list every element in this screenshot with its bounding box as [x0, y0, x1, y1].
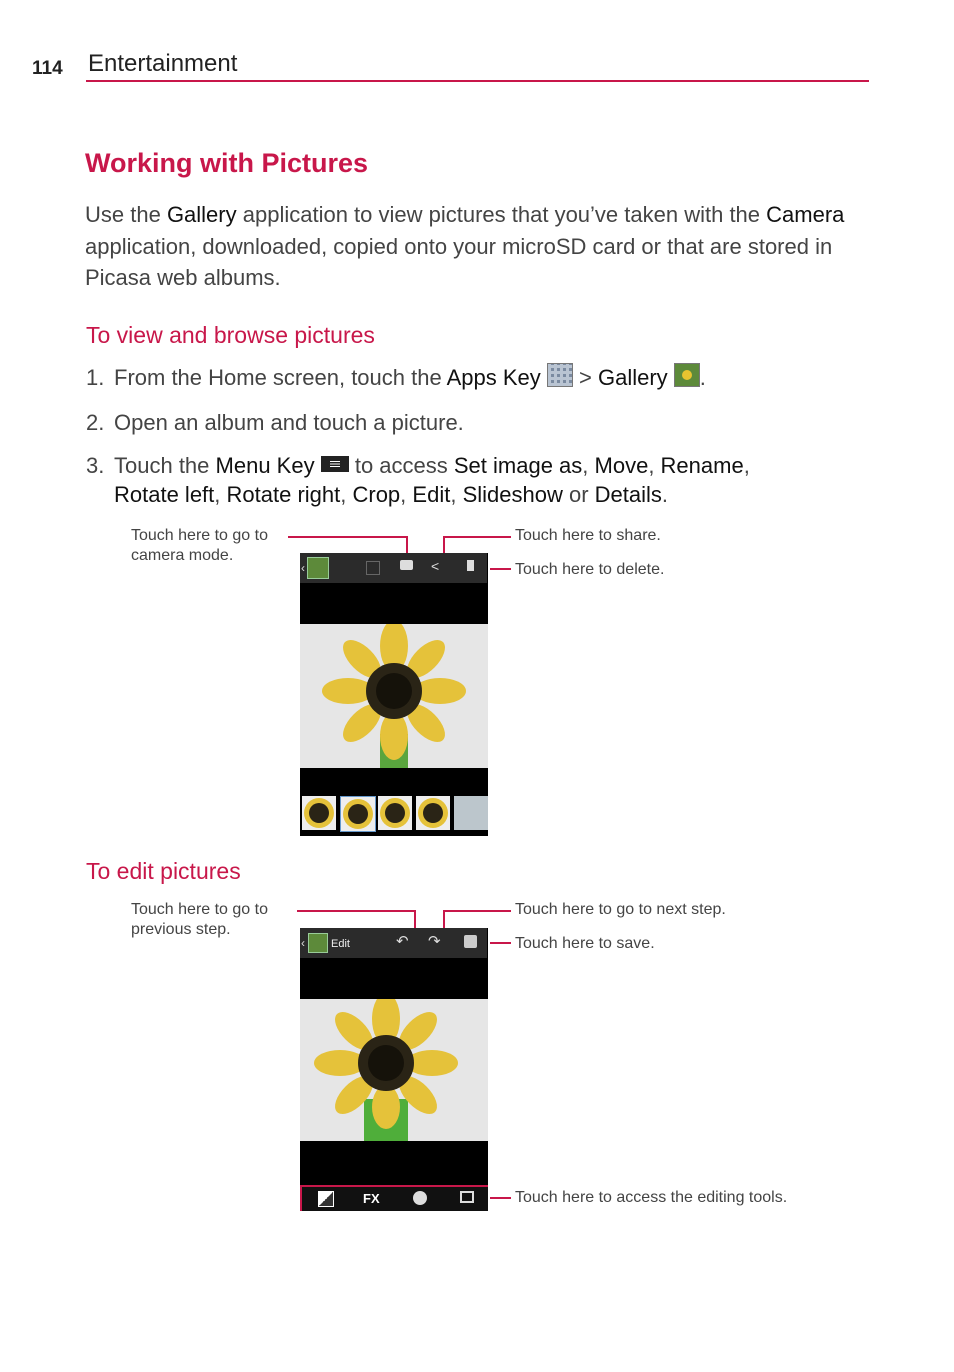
step-3: 3. Touch the Menu Key to access Set image as, Move, Rename, Rotate left, Rotate right, Crop, Edit, Slideshow or Details. — [86, 453, 750, 507]
undo-icon[interactable]: ↶ — [396, 933, 409, 950]
thumbnail[interactable] — [340, 796, 376, 832]
thumbnail-strip — [300, 796, 488, 832]
page-title: Working with Pictures — [85, 148, 369, 178]
thumbnail[interactable] — [416, 796, 450, 830]
edit-screenshot — [300, 928, 488, 1211]
apps-key-icon — [547, 363, 573, 387]
gallery-app-icon — [308, 933, 328, 953]
gallery-term: Gallery — [166, 202, 237, 227]
thumbnail[interactable] — [454, 796, 488, 830]
gallery-app-icon[interactable] — [307, 557, 329, 579]
editing-tools-bar — [300, 1185, 488, 1211]
callout-save: Touch here to save. — [515, 935, 655, 952]
fx-tool-button[interactable]: FX — [363, 1191, 380, 1206]
crop-tool-icon[interactable] — [460, 1191, 474, 1203]
gallery-screenshot — [300, 553, 488, 836]
callout-share: Touch here to share. — [515, 527, 661, 544]
edit-toolbar — [300, 928, 487, 958]
browse-heading: To view and browse pictures — [86, 322, 375, 348]
save-icon[interactable] — [464, 935, 477, 948]
back-chevron-icon[interactable]: ‹ — [301, 936, 305, 950]
step-1: 1. From the Home screen, touch the Apps Key > Gallery . — [86, 365, 706, 390]
gallery-icon — [674, 363, 700, 387]
color-tool-icon[interactable] — [413, 1191, 427, 1205]
callout-editing-tools: Touch here to access the editing tools. — [515, 1189, 788, 1206]
gallery-toolbar — [300, 553, 487, 583]
redo-icon[interactable]: ↷ — [428, 933, 441, 950]
edit-label: Edit — [331, 938, 350, 950]
camera-term: Camera — [766, 202, 845, 227]
camera-icon[interactable] — [400, 560, 413, 570]
share-icon[interactable]: < — [431, 558, 440, 574]
menu-key-icon — [321, 456, 349, 472]
intro-paragraph: Use the Gallery application to view pictures that you’ve taken with the Camera application, downloaded, copied onto your microSD card or that are stored in Picasa web albums. — [85, 202, 845, 290]
callout-previous-step: Touch here to go to previous step. — [131, 901, 268, 938]
sunflower-photo — [300, 624, 488, 768]
brightness-tool-icon[interactable] — [318, 1191, 334, 1207]
back-chevron-icon[interactable]: ‹ — [301, 561, 305, 575]
delete-icon[interactable] — [467, 560, 474, 571]
thumbnail[interactable] — [378, 796, 412, 830]
edit-heading: To edit pictures — [86, 858, 241, 884]
callout-delete: Touch here to delete. — [515, 561, 665, 578]
slideshow-icon[interactable] — [366, 561, 380, 575]
step-2: 2. Open an album and touch a picture. — [86, 410, 464, 435]
callout-camera-mode: Touch here to go to camera mode. — [131, 527, 268, 564]
callout-next-step: Touch here to go to next step. — [515, 901, 726, 918]
section-title: Entertainment — [88, 50, 238, 77]
thumbnail[interactable] — [302, 796, 336, 830]
sunflower-photo-edit — [300, 999, 488, 1141]
header-rule — [86, 80, 869, 82]
page-number: 114 — [32, 58, 63, 79]
